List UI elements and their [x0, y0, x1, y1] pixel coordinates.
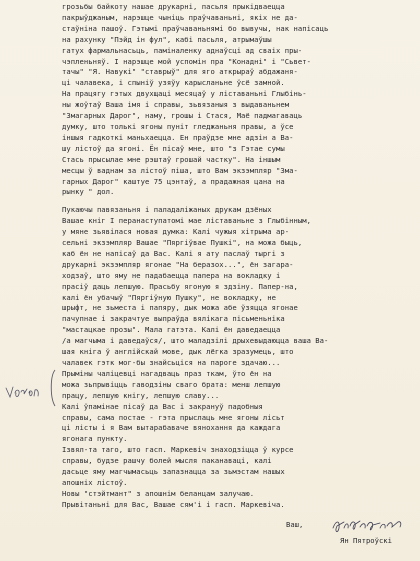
letter-line: ягонага пункту.	[62, 434, 128, 444]
letter-line: месцы ў ваднам за лістоў піша, што Вам экзэмпляр "Зма-	[62, 165, 298, 175]
letter-line: друкарні экзэмпляр ягонае "На беразох...", ён загара-	[62, 259, 294, 269]
letter-line: у мяне зьявілася новая думка: Калі чужыя хітрыма ар-	[62, 227, 290, 237]
letter-line: прасіў даць лепшую. Прасьбу ягоную я здзіну. Папер-на,	[62, 281, 298, 291]
letter-line: стаўніна пашоў. Гэтымі праўчаваньнямі бо вывучы, нак напісаць	[62, 23, 329, 33]
letter-line: /а магчыма і даведаўся/, што маладзілі дрыхевыдаюцца ваша Ва-	[62, 336, 329, 346]
letter-line: "Змагарных Дарог", наму, грошы і Стася, Маё падмагаваць	[62, 111, 303, 121]
letter-line: працу, лепшую кнігу, лепшую славу...	[62, 390, 220, 400]
letter-line: гатух фармальнасьць, паміналенку аднаўсці ад сваіх пры-	[62, 45, 303, 55]
letter-line: На працягу гэтых двухщаці месяцаў у ліставаньні Глыбінь-	[62, 89, 307, 99]
letter-line: пакрыўджаным, нарэшце чыніць праўчаваньні, якіх не да-	[62, 12, 298, 22]
letter-line: сельні экзэмпляр Вашае "Пяргіўвае Пушкі", на можа быць,	[62, 238, 303, 248]
letter-line: тачы" "Я. Навукі" "ставрыў" для яго аткрыраў абдажаня-	[62, 67, 298, 77]
letter-line: Новы "стэйтмант" з апошнім беланцам залучаю.	[62, 488, 255, 498]
signer-name: Ян Пятроўскі	[340, 536, 392, 545]
letter-line: ці лісты і я Вам вытарабаваче вянохання да каждага	[62, 423, 281, 433]
letter-line: справы, будзе рашчу болей мысля паканаваці, калі	[62, 456, 272, 466]
letter-line: Ізвял-та таго, што гасп. Маркевіч знаходзіцца ў курсе	[62, 445, 294, 455]
letter-line: Прыміны чаліцевці нагадваць праз ткам, ўто ён на	[62, 368, 272, 378]
letter-line: ходзаў, што яму не падабаецца папера на вокладку і	[62, 270, 281, 280]
letter-body	[62, 2, 412, 511]
margin-bracket-mark	[46, 368, 58, 408]
letter-line: справы, сама постае - гэта прыслаць мне ягоны лісьт	[62, 412, 285, 422]
letter-line: Вашае кніг І перанаступатомі мае ліставаньне з Глыбінным,	[62, 216, 311, 226]
letter-line: ці чалавека, і спыніў узяўу карысланьне ўсё замной.	[62, 78, 285, 88]
letter-line: апошніх лістоў.	[62, 477, 128, 487]
letter-line: Прывітаньні для Вас, Вашае сям'і і гасп. Маркевіча.	[62, 499, 285, 509]
letter-line: дасьце яму магчымасьць запазнацца за зьмэстам нашых	[62, 467, 285, 477]
letter-line: на рахунку "Пэйд ін фул", кабі пасьля, атрымаўшы	[62, 34, 272, 44]
letter-line: шу лістоў да ягоні. Ён пісаў мне, што "з Гэтае сумы	[62, 143, 285, 153]
letter-line: чалавек гэтк мог-бы знайсьціся на пароге здачаю...	[62, 358, 281, 367]
letter-line: Пукаючы павязаньня і паладаліжаных друкам дзёных	[62, 205, 272, 215]
letter-line: можа зьпрывіцць гаводзіны сваго брата: менш лепшую	[62, 379, 281, 389]
letter-line: пачупнае і закрачтуе выпраўда вялікага пісьменьніка	[62, 314, 285, 324]
letter-line: думку, што толькі ягоны пуніт гледжаньня правы, а ўсе	[62, 121, 294, 131]
letter-line: шрыфт, не зьместа і папяру, дык можа абе ўзяцца ягонае	[62, 303, 298, 313]
letter-line: "мастацкае прозы". Мала гатэта. Калі ён даведаецца	[62, 325, 281, 335]
letter-line: ны жоўтаў Ваша імя і справы, зьвязаныя з выдаваньнем	[62, 100, 290, 110]
handwritten-margin-note	[4, 380, 44, 402]
letter-line: рынку " дол.	[62, 187, 115, 197]
letter-line: Калі ўпамінае пісаў да Вас і закрануў падобныя	[62, 401, 263, 411]
letter-line: іншыя гадкоткі маньхаецца. Ен праўдзе мне адзін а Ва-	[62, 132, 294, 142]
letter-line: калі ён убачыў "Пяргіўную Пушку", не вокладку, не	[62, 292, 276, 302]
letter-line: каб ён не напісаў да Вас. Калі я ату паслаў тыргі з	[62, 248, 285, 258]
letter-line: чэпленьняў. І нарэшце мой успомін пра "Конадні" і "Сьвет-	[62, 56, 311, 66]
letter-line: гарных Дарог" каштуе 75 цэнтаў, а прадажная цана на	[62, 176, 285, 186]
letter-line: Стась прысылае мне рэштаў грошай частку". На іншым	[62, 154, 281, 164]
letter-closing: Ваш,	[286, 520, 304, 529]
letter-line: шая кніга ў англійскай мове, дык лёгка зразумець, што	[62, 347, 294, 357]
letter-line: грозьбы байкоту нашае друкарні, пасьля прыкідваецца	[62, 2, 285, 11]
